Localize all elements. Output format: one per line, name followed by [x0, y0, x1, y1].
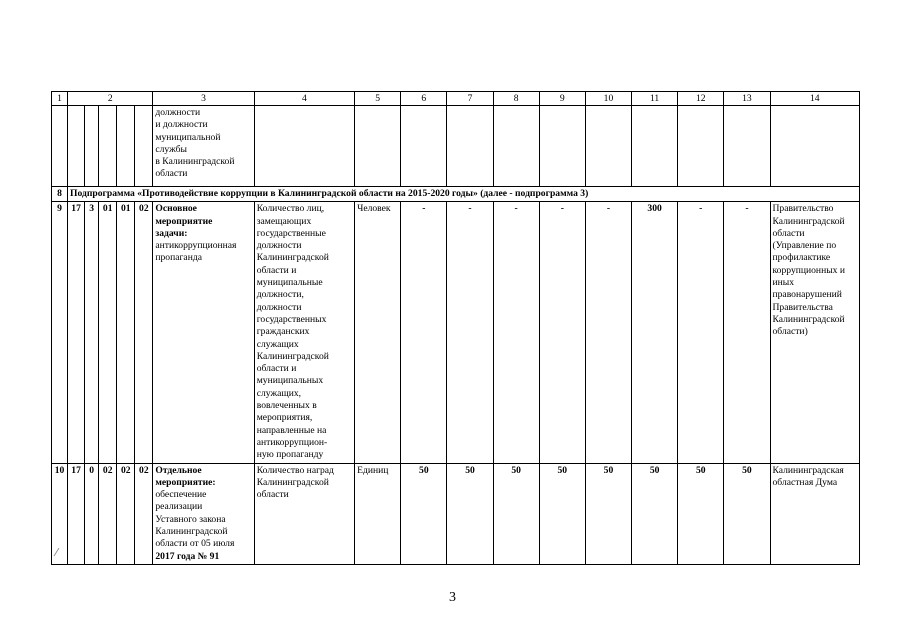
text-line: ную пропаганду	[256, 449, 324, 461]
text-line: должности,	[256, 289, 304, 301]
text-line: обеспечение	[155, 489, 207, 501]
row-number: 9	[52, 202, 68, 463]
text-line: Отдельное	[155, 464, 202, 476]
value-cell: -	[447, 202, 493, 463]
text-line: области	[155, 168, 188, 180]
value-cell: -	[678, 202, 724, 463]
text-line: гражданских	[256, 326, 310, 338]
table-row	[52, 463, 860, 564]
value-cell: 50	[678, 463, 724, 564]
code-cell: 17	[68, 202, 85, 463]
executor-cell	[770, 463, 860, 564]
text-line: антикоррупционная	[155, 240, 237, 252]
code-cell: 02	[135, 202, 153, 463]
value-cell: -	[724, 202, 770, 463]
value-cell: 50	[632, 463, 678, 564]
program-table	[51, 91, 860, 565]
code-cell: 02	[135, 463, 153, 564]
table-row	[52, 202, 860, 463]
value-cell: 50	[585, 463, 631, 564]
header-cell: 11	[632, 92, 678, 106]
value-cell: 50	[539, 463, 585, 564]
text-line: направленные на	[256, 424, 327, 436]
text-line: антикоррупцион-	[256, 436, 328, 448]
code-cell: 3	[85, 202, 99, 463]
text-line: мероприятие	[155, 215, 213, 227]
header-cell: 13	[724, 92, 770, 106]
indicator-cell	[254, 202, 354, 463]
text-line: Калининградская	[772, 464, 844, 476]
row-number: 8	[52, 187, 68, 202]
text-line: области от 05 июля	[155, 538, 235, 550]
page-number: 3	[449, 590, 456, 605]
text-line: Основное	[155, 203, 197, 215]
activity-cell	[153, 202, 254, 463]
code-cell: 01	[117, 202, 135, 463]
text-line: службы	[155, 143, 187, 155]
header-cell: 3	[153, 92, 254, 106]
text-line: Правительства	[772, 301, 833, 313]
unit-cell: Человек	[355, 202, 401, 463]
text-line: профилактике	[772, 252, 831, 264]
row-number: 10	[52, 463, 68, 564]
text-line: Уставного закона	[155, 513, 226, 525]
text-line: должности	[256, 240, 302, 252]
header-cell: 5	[355, 92, 401, 106]
scan-mark	[53, 545, 61, 557]
code-cell: 02	[99, 463, 117, 564]
value-cell: -	[493, 202, 539, 463]
text-line: муниципальные	[256, 277, 323, 289]
subprogram-title: Подпрограмма «Противодействие коррупции в Калининградской области на 2015-2020 годы» (далее - подпрограмма 3)	[68, 187, 860, 202]
text-line: коррупционных и	[772, 264, 845, 276]
subprogram-row	[52, 187, 860, 202]
text-line: Количество лиц,	[256, 203, 325, 215]
value-cell: -	[539, 202, 585, 463]
code-cell: 0	[85, 463, 99, 564]
text-line: области	[772, 227, 805, 239]
text-line: Количество наград	[256, 464, 334, 476]
text-line: Калининградской	[256, 350, 329, 362]
text-line: задачи:	[155, 227, 188, 239]
value-cell: 50	[493, 463, 539, 564]
value-cell: 50	[447, 463, 493, 564]
text-line: реализации	[155, 501, 203, 513]
text-line: служащих,	[256, 387, 302, 399]
text-line: и должности	[155, 119, 208, 131]
text-line: области	[256, 489, 289, 501]
header-cell: 14	[770, 92, 860, 106]
text-line: области и	[256, 264, 297, 276]
value-cell: 50	[401, 463, 447, 564]
value-cell: 300	[632, 202, 678, 463]
text-line: муниципальных	[256, 375, 324, 387]
text-line: области и	[256, 363, 297, 375]
text-line: области)	[772, 326, 808, 338]
text-line: должности	[256, 301, 302, 313]
text-line: государственных	[256, 313, 327, 325]
header-cell: 6	[401, 92, 447, 106]
text-line: мероприятие:	[155, 476, 216, 488]
text-line: правонарушений	[772, 289, 842, 301]
text-line: Калининградской	[772, 313, 845, 325]
text-line: Калининградской	[772, 215, 845, 227]
text-line: в Калининградской	[155, 156, 235, 168]
value-cell: -	[401, 202, 447, 463]
text-line: должности	[155, 107, 201, 118]
text-line: иных	[772, 277, 795, 289]
executor-cell	[770, 202, 860, 463]
text-line: Калининградской	[256, 252, 329, 264]
indicator-cell	[254, 463, 354, 564]
code-cell: 01	[99, 202, 117, 463]
text-line: служащих	[256, 338, 299, 350]
text-line: мероприятия,	[256, 412, 313, 424]
value-cell: -	[585, 202, 631, 463]
text-line: вовлеченных в	[256, 400, 317, 412]
text-line: Калининградской	[256, 476, 329, 488]
header-cell: 2	[68, 92, 153, 106]
text-line: областная Дума	[772, 476, 838, 488]
header-cell: 7	[447, 92, 493, 106]
continuation-row	[52, 106, 860, 187]
header-cell: 12	[678, 92, 724, 106]
text-line: 2017 года № 91	[155, 550, 220, 562]
activity-cell	[153, 463, 254, 564]
text-line: муниципальной	[155, 131, 221, 143]
column-number-row	[52, 92, 860, 106]
value-cell: 50	[724, 463, 770, 564]
header-cell: 8	[493, 92, 539, 106]
text-line: Правительство	[772, 203, 834, 215]
header-cell: 10	[585, 92, 631, 106]
unit-cell: Единиц	[355, 463, 401, 564]
header-cell: 1	[52, 92, 68, 106]
text-line: Калининградской	[155, 526, 228, 538]
code-cell: 02	[117, 463, 135, 564]
header-cell: 4	[254, 92, 354, 106]
text-line: пропаганда	[155, 252, 202, 264]
description-cell	[153, 106, 254, 187]
header-cell: 9	[539, 92, 585, 106]
text-line: (Управление по	[772, 240, 837, 252]
code-cell: 17	[68, 463, 85, 564]
text-line: замещающих	[256, 215, 312, 227]
text-line: государственные	[256, 227, 326, 239]
